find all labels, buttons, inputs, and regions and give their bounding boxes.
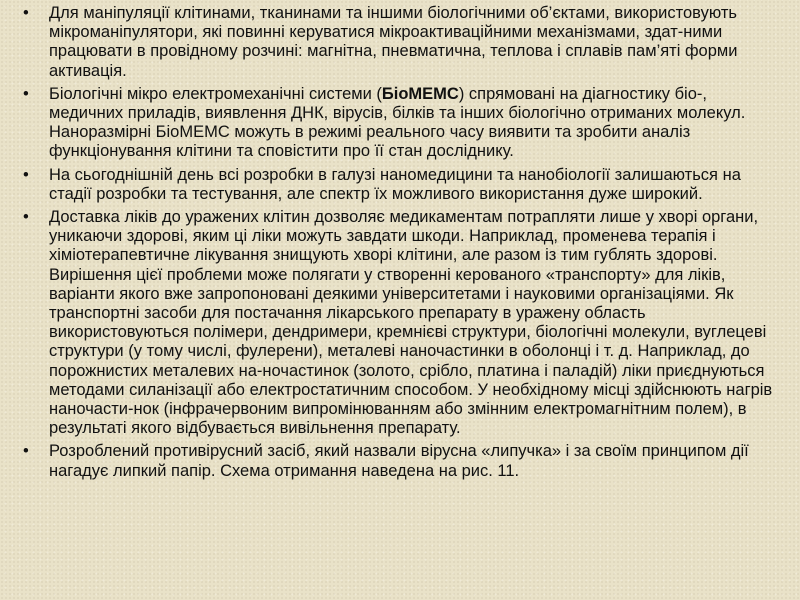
bullet-icon: •: [23, 442, 29, 461]
paragraph-text: Розроблений противірусний засіб, який назвали вірусна «липучка» і за своїм принципом дії нагадує липкий папір. Схема отримання наведена на рис. 11.: [49, 442, 749, 480]
bullet-icon: •: [23, 208, 29, 227]
list-item-biomems: [18, 85, 782, 162]
paragraph-text: На сьогоднішній день всі розробки в галузі наномедицини та нанобіології залишаються на стадії розробки та тестування, але спектр їх можливого використання дуже широкий.: [49, 165, 741, 203]
bullet-icon: •: [23, 4, 29, 22]
bullet-icon: •: [23, 165, 29, 184]
paragraph-text: Для маніпуляції клітинами, тканинами та іншими біологічними об’єктами, використовують мікроманіпулятори, які повинні керуватися мікроактиваційними механізмами, здат-ними працювати в провідному розчині: магнітна, пневматична, теплова і сплавів пам’яті форми активація.: [49, 4, 738, 80]
list-item-antiviral-agent: [18, 442, 782, 480]
bullet-icon: •: [23, 84, 29, 103]
paragraph-text: Доставка ліків до уражених клітин дозволяє медикаментам потрапляти лише у хворі органи, уникаючи здорові, яким ці ліки можуть завдати шкоди. Наприклад, променева терапія і хіміотерапевтичне лікування знищують хворі клітини, але разом із тим гублять здорові. Вирішення цієї проблеми може полягати у створенні керованого «транспорту» для ліків, варіанти якого вже запропоновані деякими університетами і науковими організаціями. Як транспортні засоби для постачання лікарського препарату в уражену область використовуються полімери, дендримери, кремнієві структури, біологічні молекули, вуглецеві структури (у тому числі, фулерени), металеві наночастинки в оболонці і т. д. Наприклад, до порожнистих металевих на-ночастинок (золото, срібло, платина і паладій) ліки приєднуються методами силанізації або електростатичним способом. У необхідному місці здійснюють нагрів наночасти-нок (інфрачервоним випромінюванням або змінним електромагнітним полем), в результаті якого відбувається вивільнення препарату.: [49, 208, 773, 438]
bullet-list: [18, 4, 782, 481]
list-item-nanomedicine-status: [18, 166, 782, 204]
paragraph-text-start: Біологічні мікро електромеханічні системи (: [49, 84, 382, 103]
paragraph-text-end: ) спрямовані на діагностику біо-, медичних приладів, виявлення ДНК, вірусів, білків та інших біологічно отриманих молекул. Наноразмірні БіоМЕМС можуть в режимі реального часу виявити та зробити аналіз функціонування клітини та сповістити про її стан досліднику.: [49, 84, 746, 161]
biomems-term: БіоМЕМС: [381, 84, 459, 103]
list-item-micromanipulators: [18, 4, 782, 81]
list-item-drug-delivery: [18, 208, 782, 438]
